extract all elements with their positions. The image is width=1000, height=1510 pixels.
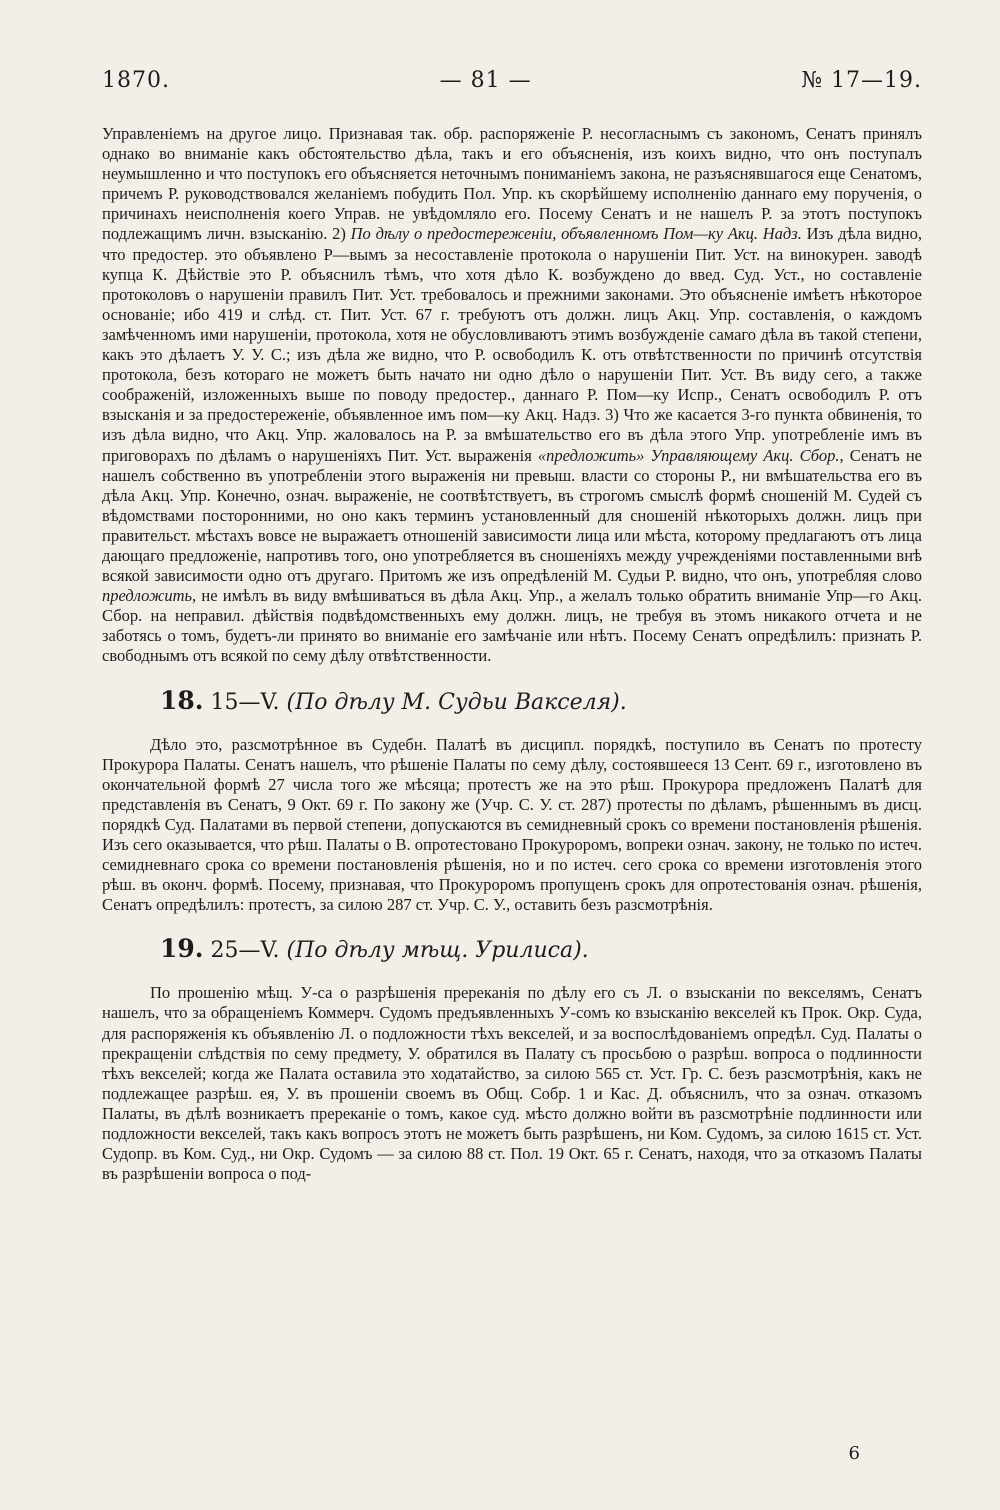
- header-issue-number: № 17—19.: [801, 68, 922, 93]
- signature-mark: 6: [848, 1443, 860, 1464]
- paragraph-1-italic-phrase: «предложить» Управляющему Акц. Сбор.: [537, 445, 840, 465]
- paragraph-1-text-c: Изъ дѣла видно, что предостер. это объявлено Р—вымъ за несоставленіе протокола о нарушеніи Пит. Уст. на винокурен. заводѣ купца К. Дѣйствіе это Р. объяснилъ тѣмъ, что хотя дѣло К. возбуждено до введ. Суд. Уст., но составленіе протоколовъ о нарушеніи правилъ Пит. Уст. требовалось и прежними законами. Это объясненіе имѣетъ нѣкоторое основаніе; ибо 419 и слѣд. ст. Пит. Уст. 67 г. требуютъ отъ должн. лицъ Акц. Упр. составленія, о каждомъ замѣченномъ ими нарушеніи, протокола, хотя не обусловливаютъ этимъ возбужденіе самаго дѣла въ такой степени, какъ это дѣлаетъ У. У. С.; изъ дѣла же видно, что Р. освободилъ К. отъ отвѣтственности по причинѣ отсутствія протокола, безъ котораго не можетъ быть начато ни одно дѣло о нарушеніи Пит. Уст. Въ виду сего, а также соображеній, изложенныхъ выше по поводу предостер., даннаго Р. Пом—ку Испр., Сенатъ освободилъ Р. отъ взысканія и за предостереженіе, объявленное имъ пом—ку Акц. Надз. 3) Что же касается 3-го пункта обвиненія, то изъ дѣла видно, что Акц. Упр. жаловалось на Р. за вмѣшательство его въ дѣла этого Упр. употребленіе имъ въ приговорахъ по дѣламъ о нарушеніяхъ Пит. Уст. выраженія: [102, 224, 922, 465]
- header-page-number: — 81 —: [439, 68, 532, 93]
- paragraph-1-text-a: Управленіемъ на другое лицо. Признавая так. обр. распоряженіе Р. несогласнымъ съ закономъ, Сенатъ принялъ однако во вниманіе какъ обстоятельство дѣла, такъ и его объясненія, изъ коихъ видно, что онъ поступалъ неумышленно и что поступокъ его объясняется неточнымъ пониманіемъ закона, не разъяснявшагося еще Сенатомъ, причемъ Р. руководствовался желаніемъ побудить Пол. Упр. къ скорѣйшему исполненію даннаго ему порученія, о причинахъ неисполненія коего Управ. не увѣдомляло его. Посему Сенатъ и не нашелъ Р. за этотъ поступокъ подлежащимъ личн. взысканію. 2): [102, 124, 922, 244]
- section-18-date: 15—V.: [203, 689, 287, 715]
- paragraph-1-text-e: , Сенатъ не нашелъ собственно въ употребленіи этого выраженія ни превыш. власти со стороны Р., ни вмѣшательства его въ дѣла Акц. Упр. Конечно, означ. выраженіе, не соотвѣтствуетъ, въ строгомъ смыслѣ формѣ сношеній М. Судей съ вѣдомствами посторонними, но оно какъ терминъ установленный для сношеній нѣкоторыхъ должн. лицъ при правительст. мѣстахъ вовсе не выражаетъ отношеній зависимости лица или мѣста, которому предлагаютъ отъ лица дающаго предложеніе, напротивъ того, оно употребляется въ сношеніяхъ между учрежденіями поставленными внѣ всякой зависимости одно отъ другаго. Притомъ же изъ опредѣленій М. Судьи Р. видно, что онъ, употребляя слово: [102, 445, 923, 586]
- paragraph-3: По прошенію мѣщ. У-са о разрѣшенія пререканія по дѣлу его съ Л. о взысканіи по векселямъ, Сенатъ нашелъ, что за обращеніемъ Коммерч. Судомъ предъявленныхъ У-сомъ ко взысканію векселей къ Прок. Окр. Суда, для распоряженія къ объявленію Л. о подложности тѣхъ векселей, и за воспослѣдованіемъ опредѣл. Суд. Палаты о прекращеніи слѣдствія по сему предмету, У. обратился въ Палату съ просьбою о разрѣш. вопроса о подлинности тѣхъ векселей; когда же Палата оставила это ходатайство, за силою 565 ст. Уст. Гр. С. безъ разсмотрѣнія, какъ не подлежащее разрѣш. ея, У. въ прошеніи своемъ въ Общ. Собр. 1 и Кас. Д. объяснилъ, что за означ. отказомъ Палаты, въ дѣлѣ возникаетъ пререканіе о томъ, какое суд. мѣсто должно войти въ разсмотрѣніе подлинности или подложности векселей, такъ какъ вопросъ этотъ не можетъ быть разрѣшенъ, ни Ком. Судомъ, за силою 1615 ст. Уст. Судопр. въ Ком. Суд., ни Окр. Судомъ — за силою 88 ст. Пол. 19 Окт. 65 г. Сенатъ, находя, что за отказомъ Палаты въ разрѣшеніи вопроса о под-: [102, 983, 922, 1184]
- section-18-heading: [160, 687, 922, 717]
- section-19-title: (По дѣлу мѣщ. Урилиса).: [286, 938, 589, 964]
- section-18-title: (По дѣлу М. Судьи Ваксeля).: [286, 689, 627, 715]
- paragraph-1-italic-heading: По дѣлу о предостереженіи, объявленномъ Пом—ку Акц. Надз.: [350, 224, 802, 244]
- section-19-heading: [160, 935, 922, 965]
- section-19-number: 19.: [160, 934, 204, 964]
- header-year: 1870.: [102, 68, 170, 93]
- section-18-number: 18.: [160, 685, 204, 715]
- paragraph-1: [102, 124, 922, 667]
- paragraph-2: Дѣло это, разсмотрѣнное въ Судебн. Палатѣ въ дисципл. порядкѣ, поступило въ Сенатъ по протесту Прокурора Палаты. Сенатъ нашелъ, что рѣшеніе Палаты по сему дѣлу, состоявшееся 13 Сент. 69 г., изготовлено въ окончательной формѣ 27 числа того же мѣсяца; протестъ же на это рѣш. Прокурора предложенъ Палатѣ для представленія въ Сенатъ, 9 Окт. 69 г. По закону же (Учр. С. У. ст. 287) протесты по дѣламъ, рѣшеннымъ въ дисц. порядкѣ Суд. Палатами въ первой степени, допускаются въ семидневный срокъ со времени постановленія рѣшенія. Изъ сего оказывается, что рѣш. Палаты о В. опротестовано Прокуроромъ, вопреки означ. закону, не только по истеч. семидневнаго срока со времени постановленія рѣшенія, но и по истеч. сего срока со времени изготовленія этого рѣш. въ оконч. формѣ. Посему, признавая, что Прокуроромъ пропущенъ срокъ для опротестованія означ. рѣшенія, Сенатъ опредѣлилъ: протестъ, за силою 287 ст. Учр. С. У., оставить безъ разсмотрѣнія.: [102, 734, 922, 915]
- page-body: [102, 124, 922, 1184]
- section-19-date: 25—V.: [203, 938, 287, 964]
- running-header: [102, 68, 922, 93]
- paragraph-1-italic-word: предложить: [102, 586, 193, 606]
- paragraph-1-text-g: , не имѣлъ въ виду вмѣшиваться въ дѣла Акц. Упр., а желалъ только обратить вниманіе Упр—го Акц. Сбор. на неправил. дѣйствія подвѣдомственныхъ ему должн. лицъ, не требуя въ этомъ никакого отчета и не заботясь о томъ, будетъ-ли принято во вниманіе его замѣчаніе или нѣтъ. Посему Сенатъ опредѣлилъ: признать Р. свободнымъ отъ всякой по сему дѣлу отвѣтственности.: [102, 586, 922, 666]
